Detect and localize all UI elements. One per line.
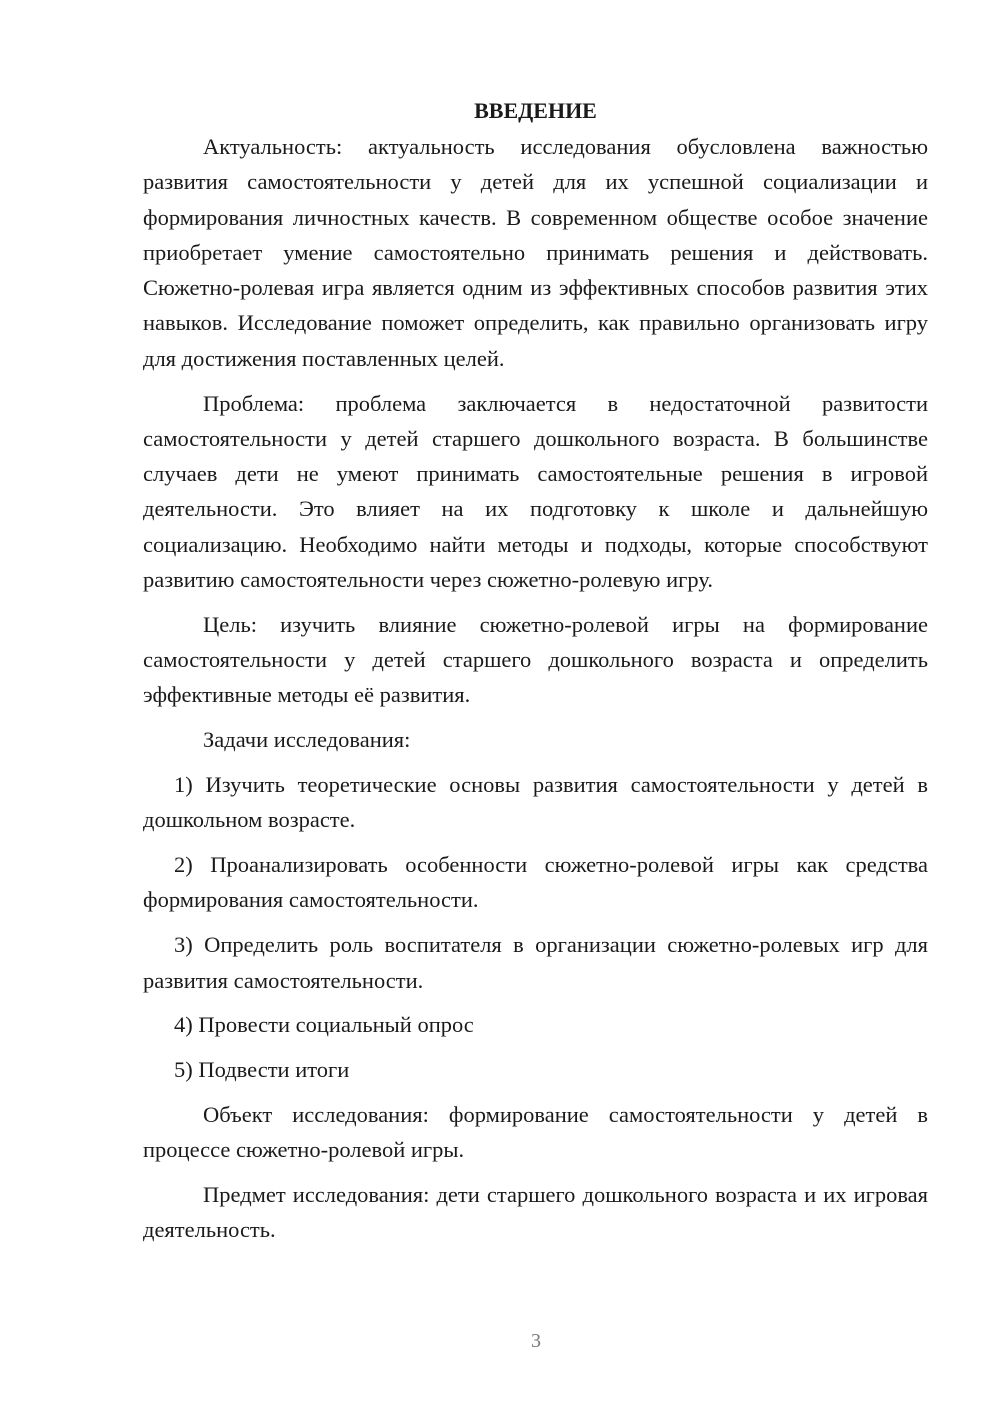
task-item-2: 2) Проанализировать особенности сюжетно-ролевой игры как средства формирования самостоятельности.: [143, 852, 928, 913]
task-item-5: 5) Подвести итоги: [174, 1057, 350, 1083]
paragraph-subject: Предмет исследования: дети старшего дошкольного возраста и их игровая деятельность.: [143, 1182, 928, 1243]
paragraph-goal: Цель: изучить влияние сюжетно-ролевой игры на формирование самостоятельности у детей старшего дошкольного возраста и определить эффективные методы её развития.: [143, 611, 928, 708]
task-item-4: 4) Провести социальный опрос: [174, 1012, 474, 1038]
document-page: [143, 93, 928, 1257]
paragraph-relevance: Актуальность: актуальность исследования обусловлена важностью развития самостоятельности у детей для их успешной социализации и формирования личностных качеств. В современном обществе особое значение приобретает умение самостоятельно принимать решения и действовать. Сюжетно-ролевая игра является одним из эффективных способов развития этих навыков. Исследование поможет определить, как правильно организовать игру для достижения поставленных целей.: [143, 134, 928, 371]
task-item-1: 1) Изучить теоретические основы развития самостоятельности у детей в дошкольном возрасте.: [143, 772, 928, 833]
paragraph-tasks-heading: Задачи исследования:: [203, 727, 411, 753]
paragraph-object: Объект исследования: формирование самостоятельности у детей в процессе сюжетно-ролевой игры.: [143, 1101, 928, 1163]
section-title: ВВЕДЕНИЕ: [474, 98, 597, 123]
page-number: 3: [531, 1330, 541, 1352]
task-item-3: 3) Определить роль воспитателя в организации сюжетно-ролевых игр для развития самостоятельности.: [143, 932, 928, 993]
paragraph-problem: Проблема: проблема заключается в недостаточной развитости самостоятельности у детей старшего дошкольного возраста. В большинстве случаев дети не умеют принимать самостоятельные решения в игровой деятельности. Это влияет на их подготовку к школе и дальнейшую социализацию. Необходимо найти методы и подходы, которые способствуют развитию самостоятельности через сюжетно-ролевую игру.: [143, 390, 928, 593]
